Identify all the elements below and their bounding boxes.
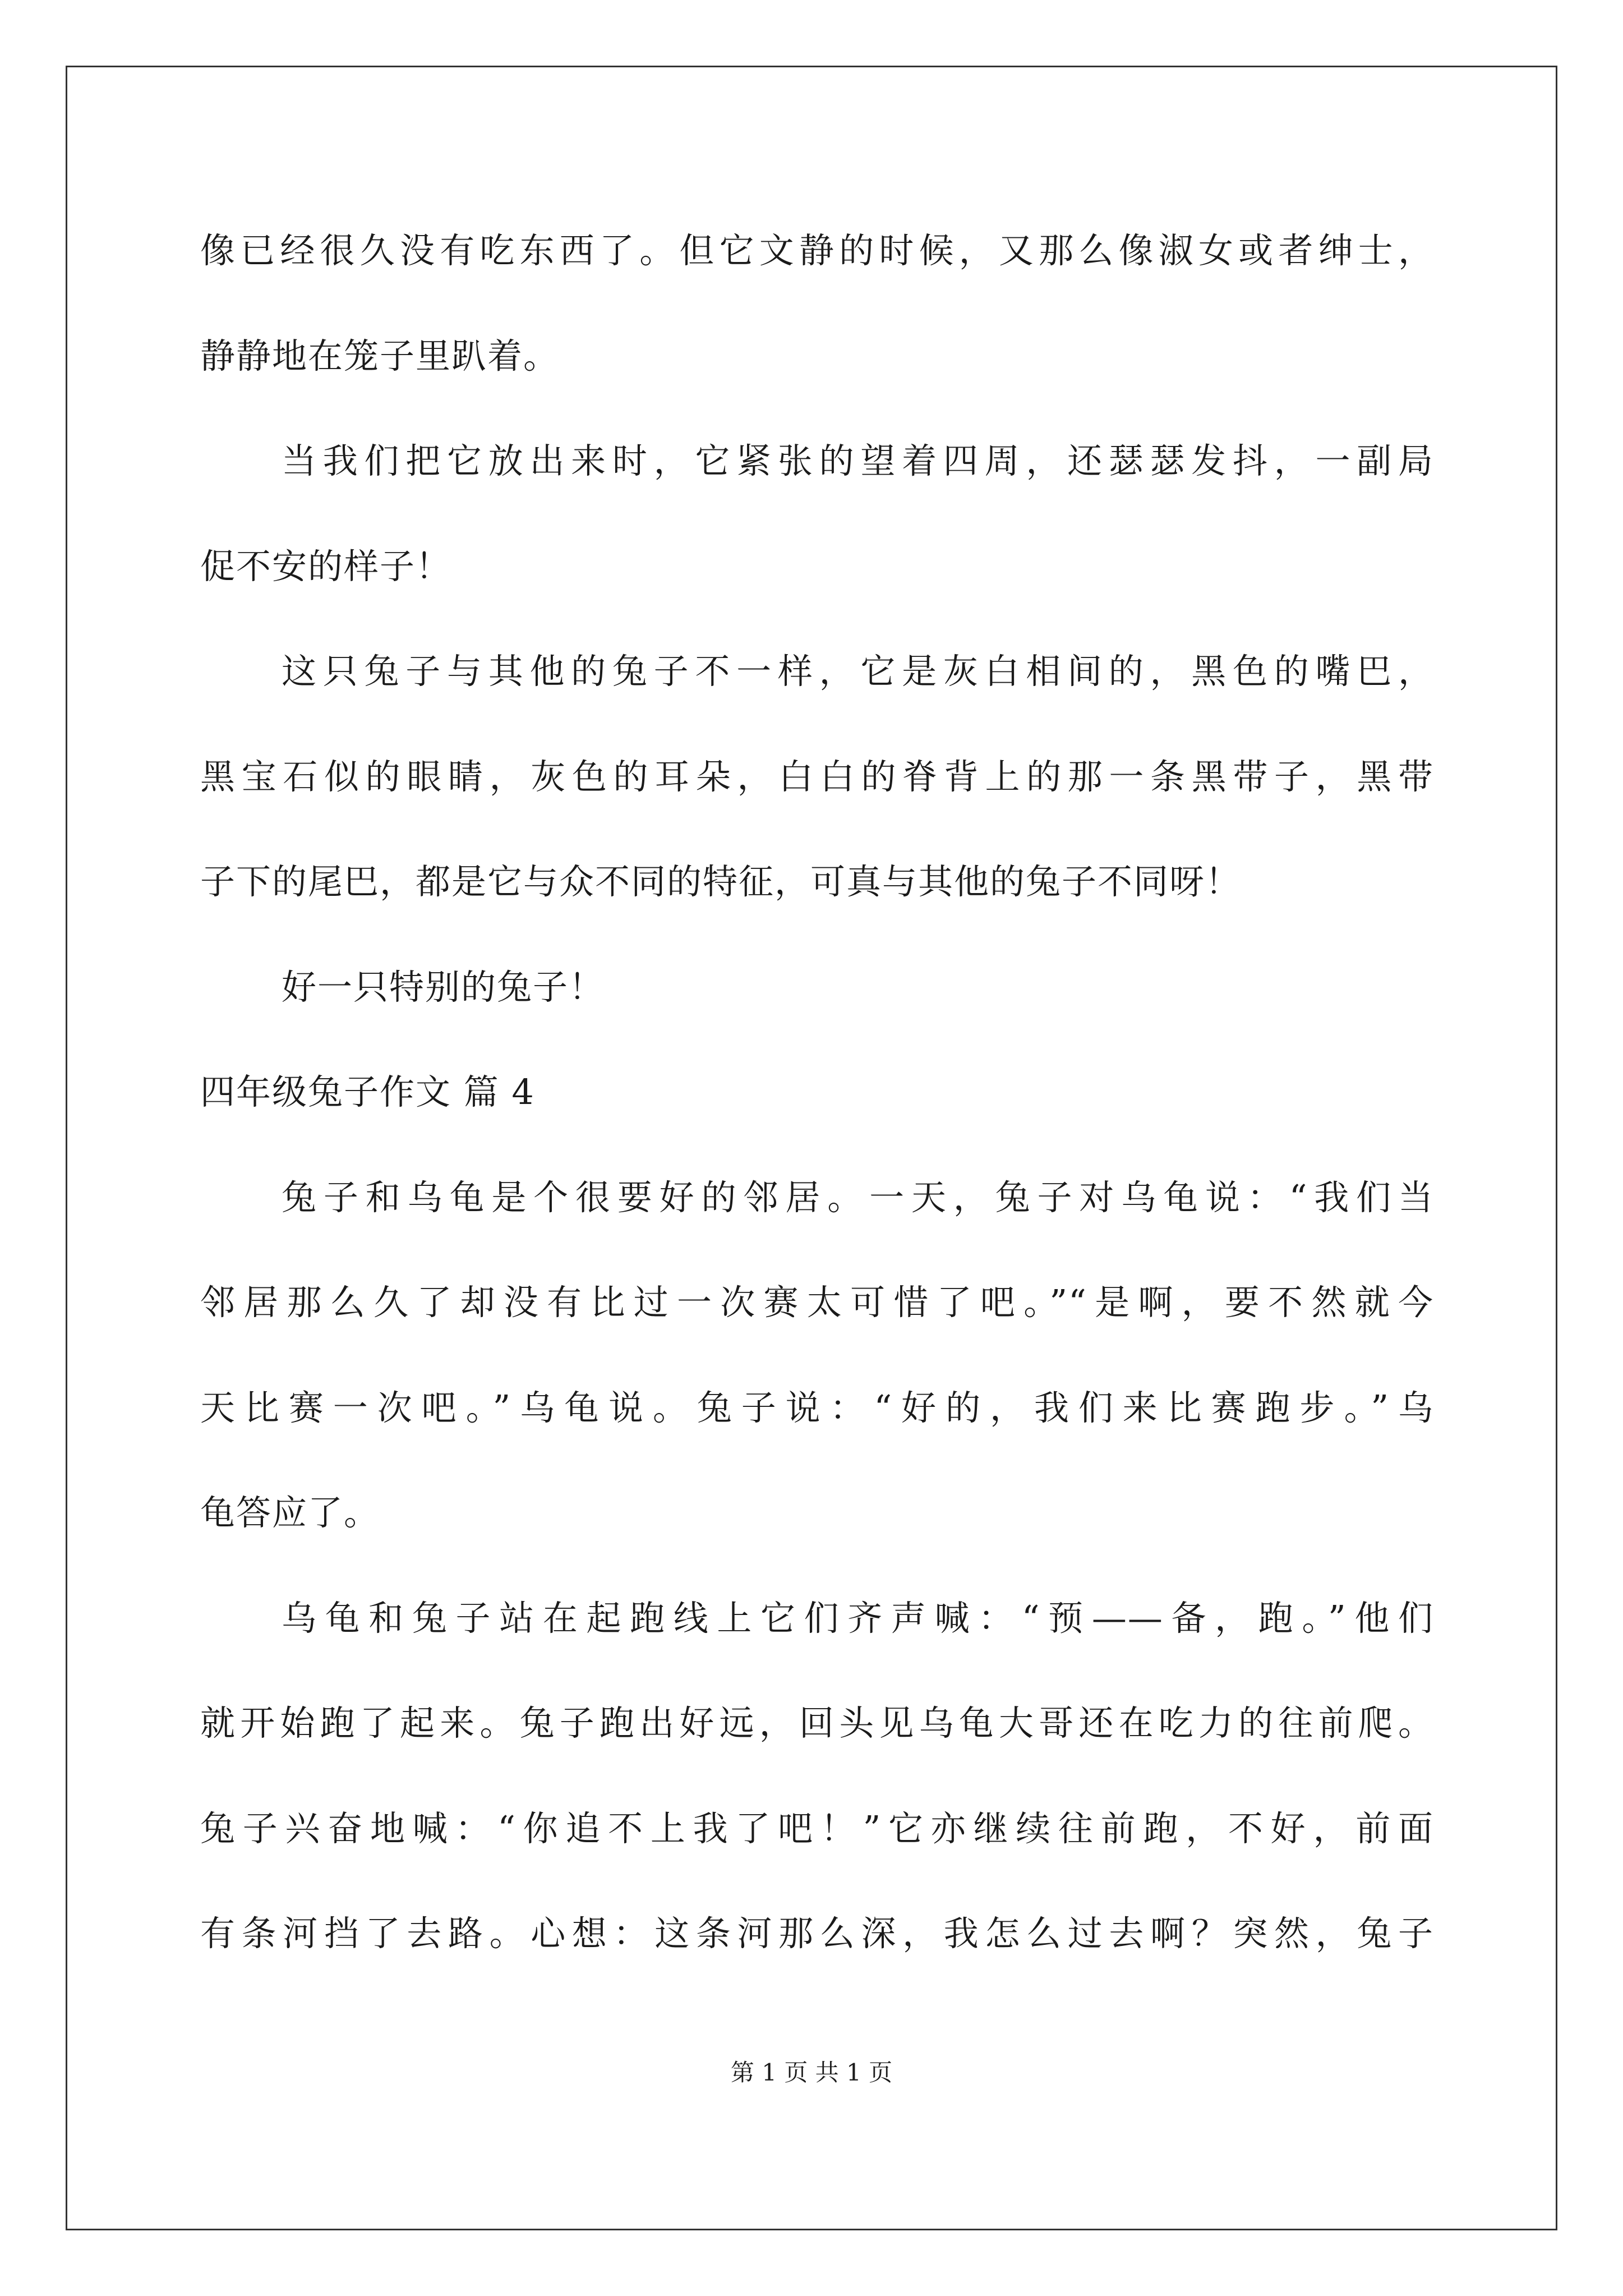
text-line: 兔子和乌龟是个很要好的邻居。一天，兔子对乌龟说：“我们当 xyxy=(282,1177,1434,1218)
text-line: 就开始跑了起来。兔子跑出好远，回头见乌龟大哥还在吃力的往前爬。 xyxy=(200,1703,1434,1743)
text-line: 静静地在笼子里趴着。 xyxy=(200,335,560,376)
text-line: 兔子兴奋地喊：“你追不上我了吧！”它亦继续往前跑，不好，前面 xyxy=(200,1808,1434,1849)
text-line: 乌龟和兔子站在起跑线上它们齐声喊：“预——备，跑。”他们 xyxy=(282,1598,1434,1639)
text-line: 天比赛一次吧。”乌龟说。兔子说：“好的，我们来比赛跑步。”乌 xyxy=(200,1387,1434,1428)
text-line: 有条河挡了去路。心想：这条河那么深，我怎么过去啊？突然，兔子 xyxy=(200,1913,1434,1954)
text-line: 黑宝石似的眼睛，灰色的耳朵，白白的脊背上的那一条黑带子，黑带 xyxy=(200,756,1434,797)
text-line: 这只兔子与其他的兔子不一样，它是灰白相间的，黑色的嘴巴， xyxy=(282,651,1434,692)
text-line: 子下的尾巴，都是它与众不同的特征，可真与其他的兔子不同呀！ xyxy=(200,861,1242,902)
text-line: 龟答应了。 xyxy=(200,1492,380,1533)
text-line: 好一只特别的兔子！ xyxy=(282,967,605,1007)
text-line: 邻居那么久了却没有比过一次赛太可惜了吧。”“是啊，要不然就今 xyxy=(200,1282,1434,1323)
page-border xyxy=(66,66,1557,2230)
page-footer: 第 1 页 共 1 页 xyxy=(730,2059,893,2086)
text-line: 像已经很久没有吃东西了。但它文静的时候，又那么像淑女或者绅士， xyxy=(200,230,1434,271)
section-heading: 四年级兔子作文 篇 4 xyxy=(200,1071,535,1112)
text-line: 当我们把它放出来时，它紧张的望着四周，还瑟瑟发抖，一副局 xyxy=(282,440,1434,481)
text-line: 促不安的样子！ xyxy=(200,546,452,587)
